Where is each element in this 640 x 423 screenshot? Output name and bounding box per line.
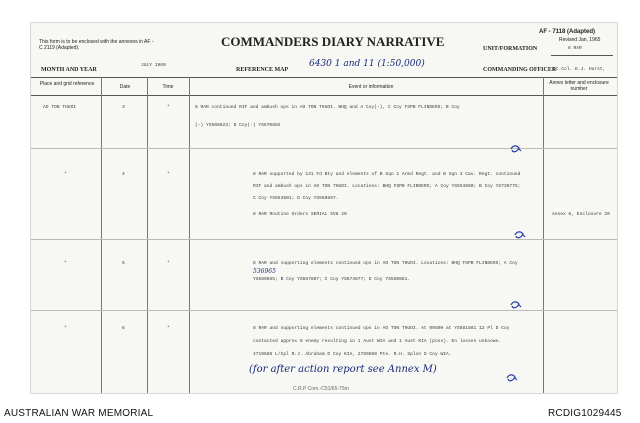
entry-place: * [64,261,67,266]
entry-time: * [167,261,170,266]
entry-time: * [167,172,170,177]
entry-date: 4 [122,172,125,177]
entry-line: (-) YS508823; D Coy(-) YS570892 [195,123,281,128]
print-note: C.R.P Com.-C51/65-75m [293,386,349,392]
footer-archive-name: AUSTRALIAN WAR MEMORIAL [4,408,154,419]
blue-tick-mark [509,297,523,315]
month-year-value: JULY 1969 [141,63,166,68]
entry-time: * [167,105,170,110]
entry-line: 8 RAR Routine Orders SERIAL SV8 20 [253,212,347,217]
diary-page [30,22,618,394]
entry-date: 5 [122,261,125,266]
commanding-officer-value: Lt.Col. K.J. Hurst, [553,67,606,72]
revised-date: Revised Jan, 1965 [559,37,601,43]
entry-line: RIF and ambush ops in AO TON THUOI. Locations: BHQ FSPB FLINDERS; A Coy YS553890; B Coy YS730775; [253,184,521,189]
blue-tick-mark [513,227,527,245]
reference-map-value: 6430 1 and 11 (1:50,000) [309,59,425,69]
entry-place: * [64,326,67,331]
reference-map-label: REFERENCE MAP [236,67,289,73]
col-header-event: Event or information [348,84,394,90]
entry-line: 8 RAR and supporting elements continued ops in AO TON THUOI. Locations: BHQ FSPB FLINDERS; A Coy [253,261,518,266]
blue-tick-mark [509,141,523,159]
entry-time: * [167,326,170,331]
entry-annex: Annex K, Enclosure 20 [552,212,610,217]
entry-date: 6 [122,326,125,331]
entry-line: contacted approx 6 enemy resulting in 1 Aust WIA and 1 Aust KIA (poss). En losses unknown. [253,339,502,344]
unit-formation-label: UNIT/FORMATION [483,46,538,52]
commanding-officer-label: COMMANDING OFFICER [483,67,557,73]
page-title: COMMANDERS DIARY NARRATIVE [221,34,445,49]
entry-line: 8 RAR and supporting elements continued ops in AO TON THUOI. At 0050H at YS581881 12 Pl D Coy [253,326,510,331]
unit-formation-value: 8 RAR [568,46,582,51]
col-header-time: Time [162,84,174,90]
col-header-date: Date [119,84,131,90]
handwritten-correction: 536965 [253,268,276,275]
blue-tick-mark [505,370,519,388]
entry-line: 8 RAR supported by 131 Fd Bty and elements of B Sqn 1 Armd Regt. and B Sqn 3 Cav. Regt. continued [253,172,521,177]
col-header-place: Place and grid reference [39,81,95,87]
enclose-note: This form is to be enclosed with the annexes in AF - C 2119 (Adapted). [39,39,154,51]
month-year-label: MONTH AND YEAR [41,67,97,73]
col-header-annex: Annex letter and enclosure number [549,80,609,92]
footer-record-id: RCDIG1029445 [548,408,622,419]
entry-line: 4719585 L/Cpl R.J. Abraham D Coy KIA, 2789898 Pte. R.H. Splon D Coy WIA. [253,352,452,357]
handwritten-note: (for after action report see Annex M) [249,364,437,375]
entry-line: C Coy YS653801; D Coy YS569897. [253,196,339,201]
entry-place: AO TON THUOI [43,105,77,110]
entry-place: * [64,172,67,177]
entry-line: YS580855; B Coy YS567807; C Coy YS674877; D Coy YS550881. [253,277,411,282]
entry-line: 8 RAR continued RIF and ambush ops in AO TON THUOI. BHQ and A Coy(-), C Coy FSPB FLINDERS; B Coy [195,105,460,110]
form-number: AF - 7118 (Adapted) [539,29,596,35]
entry-date: 3 [122,105,125,110]
